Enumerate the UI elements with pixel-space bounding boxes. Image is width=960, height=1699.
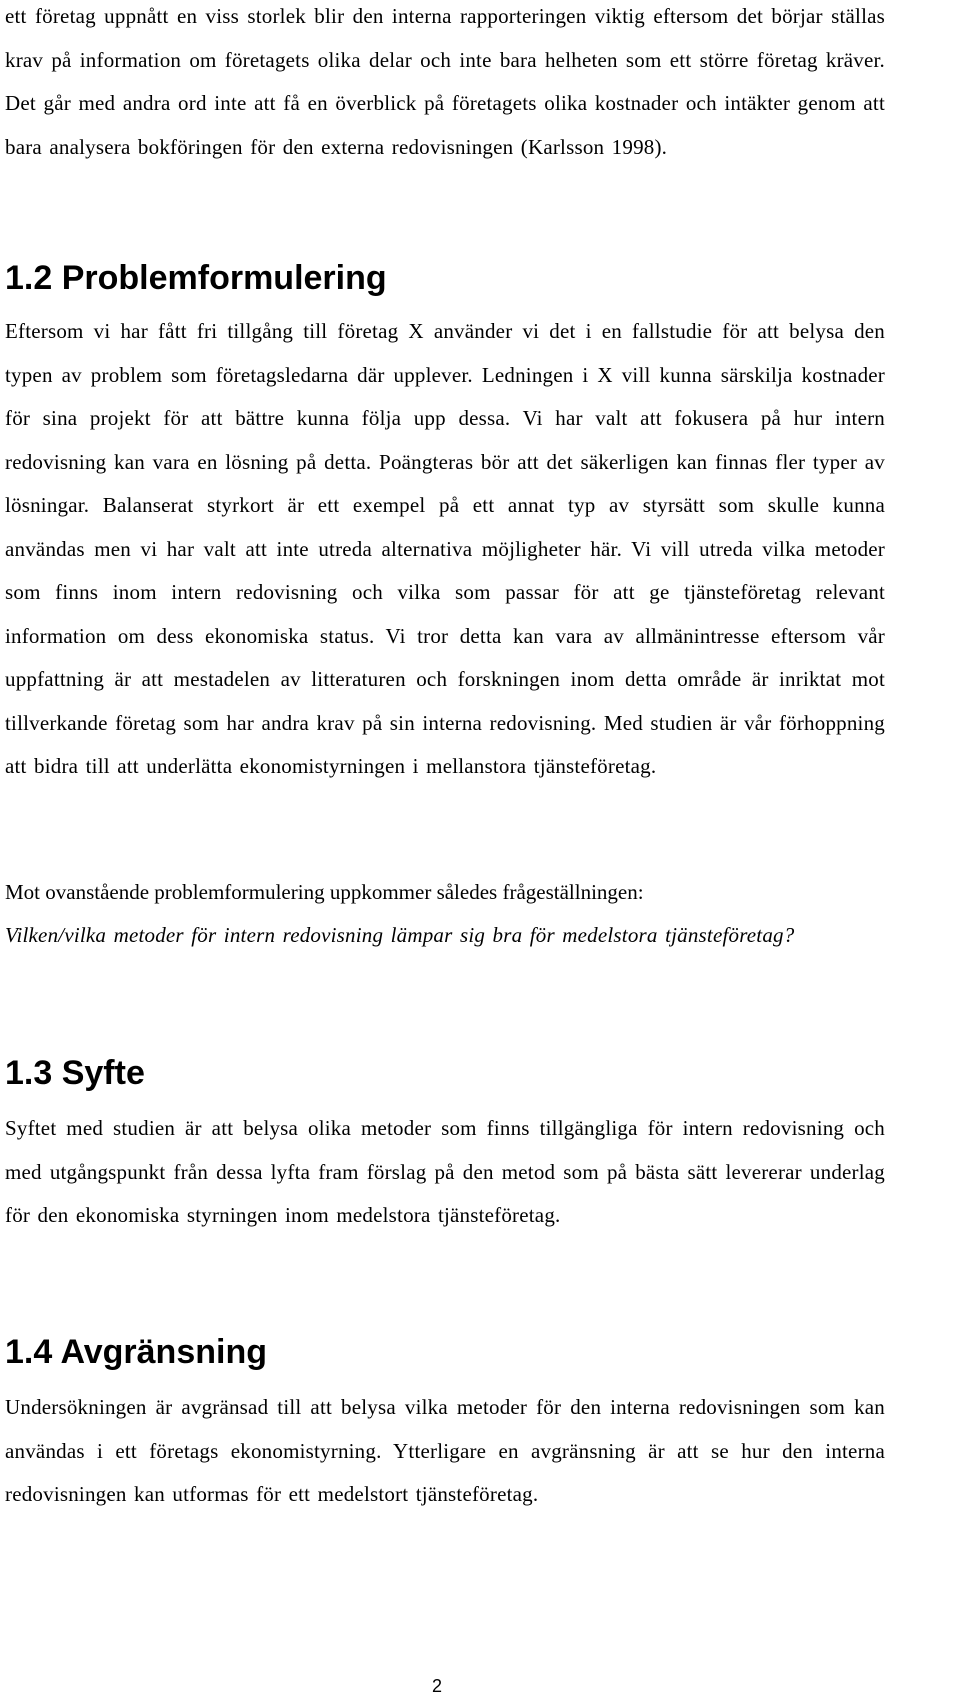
research-question: Vilken/vilka metoder för intern redovisning lämpar sig bra för medelstora tjänsteföretag? — [5, 923, 795, 947]
section-heading-avgransning: 1.4 Avgränsning — [5, 1333, 267, 1371]
page-number: 2 — [432, 1676, 443, 1696]
intro-paragraph: ett företag uppnått en viss storlek blir den interna rapporteringen viktig eftersom det börjar ställas krav på information om företagets olika delar och inte bara helheten som ett större företag kräver. Det går med andra ord inte att få en överblick på företagets olika kostnader och intäkter genom att bara analysera bokföringen för den externa redovisningen (Karlsson 1998). — [5, 4, 885, 159]
question-intro: Mot ovanstående problemformulering uppkommer således frågeställningen: — [5, 880, 644, 904]
section-heading-syfte: 1.3 Syfte — [5, 1054, 145, 1092]
section-heading-problemformulering: 1.2 Problemformulering — [5, 259, 387, 297]
syfte-paragraph: Syftet med studien är att belysa olika metoder som finns tillgängliga för intern redovisning och med utgångspunkt från dessa lyfta fram förslag på den metod som på bästa sätt levererar underlag för den ekonomiska styrningen inom medelstora tjänsteföretag. — [5, 1116, 885, 1227]
avgransning-paragraph: Undersökningen är avgränsad till att belysa vilka metoder för den interna redovisningen som kan användas i ett företags ekonomistyrning. Ytterligare en avgränsning är att se hur den interna redovisningen kan utformas för ett medelstort tjänsteföretag. — [5, 1395, 885, 1506]
problemformulering-paragraph: Eftersom vi har fått fri tillgång till företag X använder vi det i en fallstudie för att belysa den typen av problem som företagsledarna där upplever. Ledningen i X vill kunna särskilja kostnader för sina projekt för att bättre kunna följa upp dessa. Vi har valt att fokusera på hur intern redovisning kan vara en lösning på detta. Poängteras bör att det säkerligen kan finnas fler typer av lösningar. Balanserat styrkort är ett exempel på ett annat typ av styrsätt som skulle kunna användas men vi har valt att inte utreda alternativa möjligheter här. Vi vill utreda vilka metoder som finns inom intern redovisning och vilka som passar för att ge tjänsteföretag relevant information om dess ekonomiska status. Vi tror detta kan vara av allmänintresse eftersom vår uppfattning är att mestadelen av litteraturen och forskningen inom detta område är inriktat mot tillverkande företag som har andra krav på sin interna redovisning. Med studien är vår förhoppning att bidra till att underlätta ekonomistyrningen i mellanstora tjänsteföretag. — [5, 319, 885, 778]
